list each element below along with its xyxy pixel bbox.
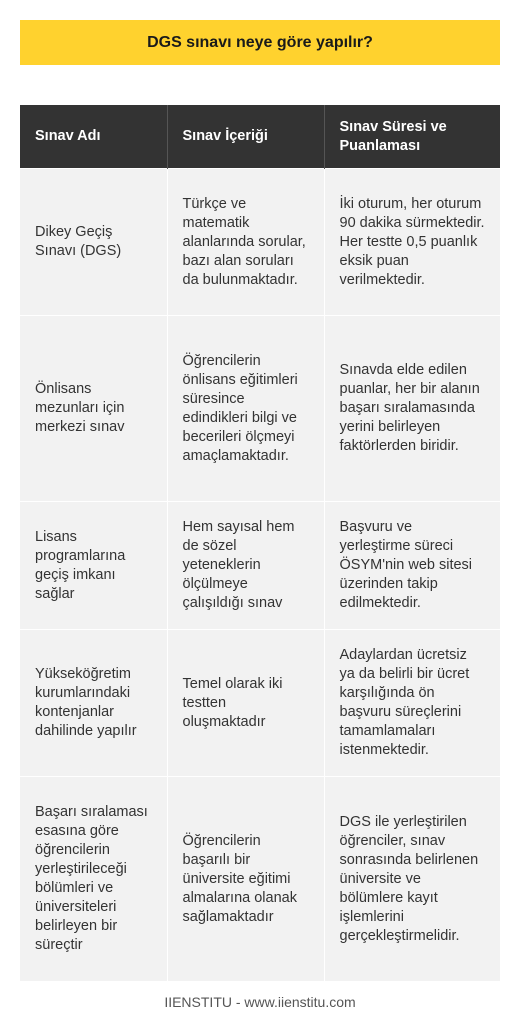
table-cell: Öğrencilerin önlisans eğitimleri süresince edindikleri bilgi ve becerileri ölçmeyi amaçlamaktadır. (167, 316, 324, 502)
footer-credit: IIENSTITU - www.iienstitu.com (164, 994, 356, 1010)
table-cell: Sınavda elde edilen puanlar, her bir alanın başarı sıralamasında yerini belirleyen faktörlerden biridir. (324, 316, 500, 502)
page-title: DGS sınavı neye göre yapılır? (20, 20, 500, 65)
table-cell: Lisans programlarına geçiş imkanı sağlar (20, 502, 167, 630)
dgs-info-table (20, 105, 500, 981)
table-cell: DGS ile yerleştirilen öğrenciler, sınav sonrasında belirlenen üniversite ve bölümlere kayıt işlemlerini gerçekleştirmelidir. (324, 777, 500, 982)
column-header-exam-duration-scoring: Sınav Süresi ve Puanlaması (324, 105, 500, 169)
table-cell: Temel olarak iki testten oluşmaktadır (167, 630, 324, 777)
table-row (20, 777, 500, 982)
table-row (20, 316, 500, 502)
table-row (20, 502, 500, 630)
table-cell: Yükseköğretim kurumlarındaki kontenjanlar dahilinde yapılır (20, 630, 167, 777)
table-cell: Dikey Geçiş Sınavı (DGS) (20, 169, 167, 316)
table-row (20, 169, 500, 316)
table-cell: Başvuru ve yerleştirme süreci ÖSYM'nin web sitesi üzerinden takip edilmektedir. (324, 502, 500, 630)
column-header-exam-content: Sınav İçeriği (167, 105, 324, 169)
table-header-row (20, 105, 500, 169)
table-cell: Hem sayısal hem de sözel yeteneklerin ölçülmeye çalışıldığı sınav (167, 502, 324, 630)
table-cell: Adaylardan ücretsiz ya da belirli bir ücret karşılığında ön başvuru süreçlerini tamamlamaları istenmektedir. (324, 630, 500, 777)
table-row (20, 630, 500, 777)
table-cell: Başarı sıralaması esasına göre öğrencilerin yerleştirileceği bölümleri ve üniversiteleri belirleyen bir süreçtir (20, 777, 167, 982)
table-cell: Öğrencilerin başarılı bir üniversite eğitimi almalarına olanak sağlamaktadır (167, 777, 324, 982)
table-cell: İki oturum, her oturum 90 dakika sürmektedir. Her testte 0,5 puanlık eksik puan verilmektedir. (324, 169, 500, 316)
column-header-exam-name: Sınav Adı (20, 105, 167, 169)
table-cell: Önlisans mezunları için merkezi sınav (20, 316, 167, 502)
table-cell: Türkçe ve matematik alanlarında sorular, bazı alan soruları da bulunmaktadır. (167, 169, 324, 316)
